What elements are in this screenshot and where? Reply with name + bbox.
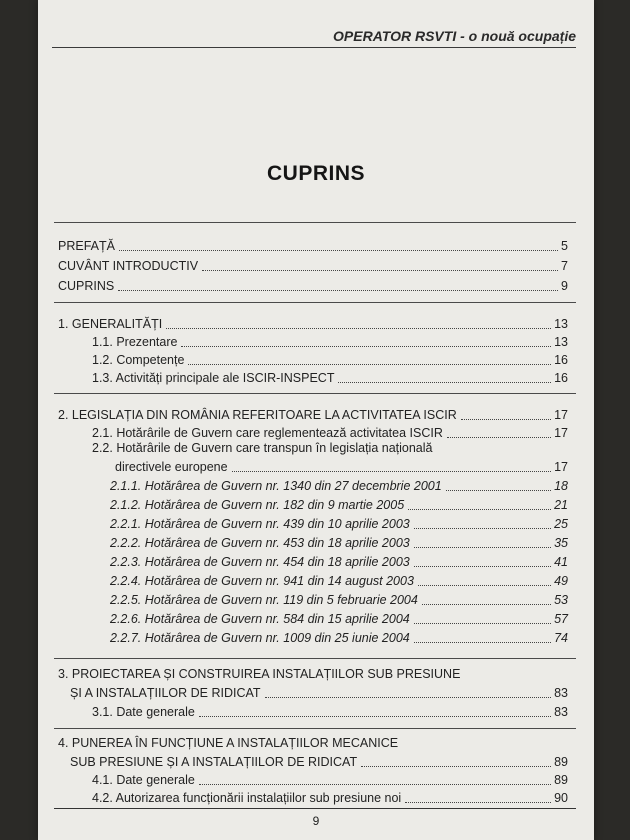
- toc-entry-chapter-4-line-1[interactable]: 4. PUNEREA ÎN FUNCȚIUNE A INSTALAȚIILOR MECANICE: [58, 736, 399, 750]
- section-divider: [54, 393, 576, 394]
- toc-entry-2-2[interactable]: directivele europene 17: [115, 460, 568, 474]
- toc-entry-2-2-6[interactable]: 2.2.6. Hotărârea de Guvern nr. 584 din 15 aprilie 2004 57: [110, 612, 568, 626]
- toc-entry-2-2-5[interactable]: 2.2.5. Hotărârea de Guvern nr. 119 din 5 februarie 2004 53: [110, 593, 568, 607]
- toc-entry-2-2-1[interactable]: 2.2.1. Hotărârea de Guvern nr. 439 din 10 aprilie 2003 25: [110, 517, 568, 531]
- book-page: [38, 0, 594, 840]
- toc-entry-chapter-2[interactable]: 2. LEGISLAȚIA DIN ROMÂNIA REFERITOARE LA ACTIVITATEA ISCIR 17: [58, 408, 568, 422]
- toc-entry-4-1[interactable]: 4.1. Date generale 89: [92, 773, 568, 787]
- toc-entry-2-1-2[interactable]: 2.1.2. Hotărârea de Guvern nr. 182 din 9 martie 2005 21: [110, 498, 568, 512]
- toc-entry-1-1[interactable]: 1.1. Prezentare 13: [92, 335, 568, 349]
- toc-entry-1-2[interactable]: 1.2. Competențe 16: [92, 353, 568, 367]
- toc-entry-2-2-7[interactable]: 2.2.7. Hotărârea de Guvern nr. 1009 din 25 iunie 2004 74: [110, 631, 568, 645]
- toc-entry-1-3[interactable]: 1.3. Activități principale ale ISCIR-INSPECT 16: [92, 371, 568, 385]
- page-number: 9: [312, 814, 320, 828]
- section-divider: [54, 222, 576, 223]
- toc-entry-chapter-3-line-1[interactable]: 3. PROIECTAREA ȘI CONSTRUIREA INSTALAȚIILOR SUB PRESIUNE: [58, 667, 461, 681]
- toc-entry-2-2-2[interactable]: 2.2.2. Hotărârea de Guvern nr. 453 din 18 aprilie 2003 35: [110, 536, 568, 550]
- toc-entry-cuvant-introductiv[interactable]: CUVÂNT INTRODUCTIV 7: [58, 259, 568, 273]
- toc-entry-chapter-3[interactable]: ȘI A INSTALAȚIILOR DE RIDICAT 83: [70, 686, 568, 700]
- toc-entry-3-1[interactable]: 3.1. Date generale 83: [92, 705, 568, 719]
- section-divider: [54, 302, 576, 303]
- footer-divider: [54, 808, 576, 809]
- page-title: CUPRINS: [266, 162, 365, 185]
- toc-entry-2-1-1[interactable]: 2.1.1. Hotărârea de Guvern nr. 1340 din 27 decembrie 2001 18: [110, 479, 568, 493]
- toc-entry-2-2-4[interactable]: 2.2.4. Hotărârea de Guvern nr. 941 din 14 august 2003 49: [110, 574, 568, 588]
- section-divider: [54, 658, 576, 659]
- running-header: OPERATOR RSVTI - o nouă ocupație: [52, 28, 576, 48]
- toc-entry-2-2-3[interactable]: 2.2.3. Hotărârea de Guvern nr. 454 din 18 aprilie 2003 41: [110, 555, 568, 569]
- toc-entry-prefata[interactable]: PREFAȚĂ 5: [58, 239, 568, 253]
- toc-entry-chapter-4[interactable]: SUB PRESIUNE ȘI A INSTALAȚIILOR DE RIDICAT 89: [70, 755, 568, 769]
- toc-entry-4-2[interactable]: 4.2. Autorizarea funcționării instalațiilor sub presiune noi 90: [92, 788, 568, 806]
- toc-entry-2-2-line-1[interactable]: 2.2. Hotărârile de Guvern care transpun în legislația națională: [92, 441, 433, 455]
- toc-entry-chapter-1[interactable]: 1. GENERALITĂȚI 13: [58, 317, 568, 331]
- toc-entry-cuprins[interactable]: CUPRINS 9: [58, 279, 568, 293]
- toc-entry-2-1[interactable]: 2.1. Hotărârile de Guvern care reglementează activitatea ISCIR 17: [92, 426, 568, 440]
- section-divider: [54, 728, 576, 729]
